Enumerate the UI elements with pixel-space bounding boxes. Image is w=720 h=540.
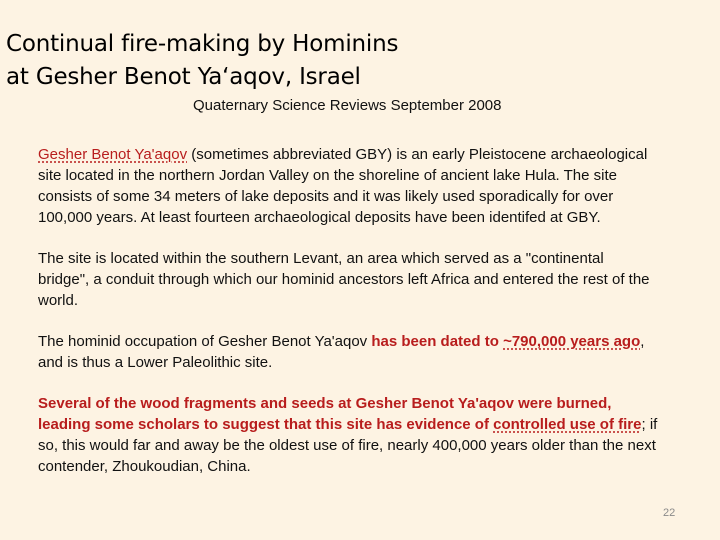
paragraph-text: (sometimes abbreviated GBY) is an early Pleistocene archaeological site located in the northern Jordan Valley on the shoreline of ancient lake Hula. The site consists of some 34 meters of lake deposits and it was likely used sporadically for over 100,000 years. At least fourteen archaeological deposits have been identifed at GBY. (38, 146, 648, 226)
paragraph-fire-evidence (38, 393, 658, 477)
page-number: 22 (663, 507, 676, 519)
paragraph-dating (38, 331, 658, 373)
slide-title-line-1: Continual fire-making by Hominins (6, 31, 399, 57)
burned-fragments-highlight: Several of the wood fragments and seeds at Gesher Benot Ya'aqov were burned, leading some scholars to suggest that this site has evidence of (38, 395, 612, 433)
slide-title-line-2: at Gesher Benot Ya‘aqov, Israel (6, 64, 361, 90)
paragraph-gby-overview (38, 144, 658, 228)
paragraph-text: The hominid occupation of Gesher Benot Ya'aqov (38, 333, 372, 350)
controlled-use-of-fire-link[interactable]: controlled use of fire (493, 416, 642, 433)
slide-title (6, 28, 706, 94)
paragraph-text: ; if so, this would far and away be the oldest use of fire, nearly 400,000 years older than the next contender, Zhoukoudian, China. (38, 416, 658, 475)
paragraph-text: The site is located within the southern Levant, an area which served as a "continental bridge", a conduit through which our hominid ancestors left Africa and entered the rest of the world. (38, 250, 650, 309)
slide-subtitle: Quaternary Science Reviews September 2008 (193, 97, 502, 114)
dated-790000-years-link[interactable]: ~790,000 years ago (503, 333, 641, 350)
paragraph-text: , and is thus a Lower Paleolithic site. (38, 333, 645, 371)
gesher-benot-yaaqov-link[interactable]: Gesher Benot Ya'aqov (38, 146, 188, 163)
slide-body (38, 144, 658, 497)
paragraph-levant (38, 248, 658, 311)
dated-highlight: has been dated to (371, 333, 504, 350)
